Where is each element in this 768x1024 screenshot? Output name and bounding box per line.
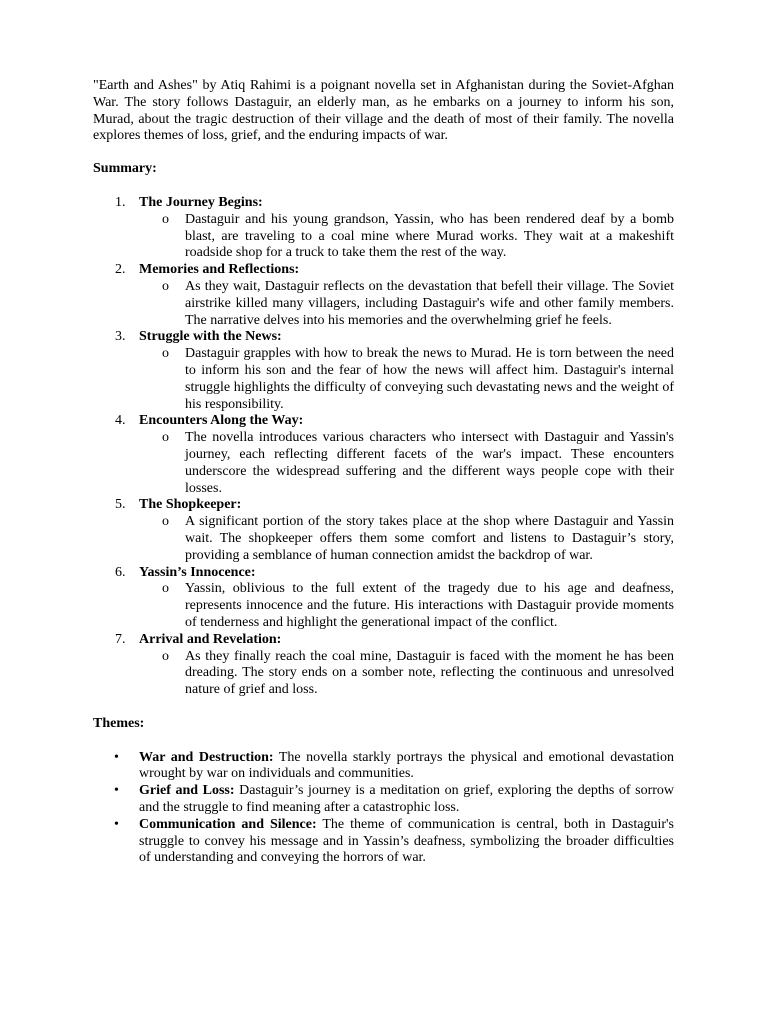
theme-item — [93, 750, 674, 784]
item-detail — [93, 279, 674, 329]
item-detail-text: As they wait, Dastaguir reflects on the devastation that befell their village. The Soviet airstrike killed many villagers, including Dastaguir's wife and other family members. The narrative delves into his memories and the overwhelming grief he feels. — [185, 278, 674, 328]
item-number: 4. — [115, 413, 126, 429]
item-detail — [93, 430, 674, 497]
item-detail — [93, 581, 674, 631]
bullet-dot-icon: • — [114, 816, 119, 832]
theme-text: Dastaguir’s journey is a meditation on grief, exploring the depths of sorrow and the struggle to find meaning after a catastrophic loss. — [139, 783, 675, 816]
item-title: The Shopkeeper: — [139, 497, 242, 513]
hollow-circle-bullet-icon: o — [162, 278, 169, 294]
theme-text: The theme of communication is central, both in Dastaguir's struggle to convey his message and in Yassin’s deafness, symbolizing the broader difficulties of understanding and conveying the horrors of war. — [139, 816, 675, 866]
summary-list — [93, 195, 674, 699]
theme-text: The novella starkly portrays the physical and emotional devastation wrought by war on individuals and communities. — [139, 749, 674, 782]
summary-item — [93, 497, 674, 564]
hollow-circle-bullet-icon: o — [162, 581, 169, 597]
theme-item — [93, 817, 674, 867]
item-detail-text: The novella introduces various characters who intersect with Dastaguir and Yassin's journey, each reflecting different facets of the war's impact. These encounters underscore the widespread suffering and the different ways people cope with their losses. — [185, 430, 674, 496]
item-detail — [93, 212, 674, 262]
theme-title: Communication and Silence: — [139, 816, 317, 832]
theme-item — [93, 783, 674, 817]
item-title: Arrival and Revelation: — [139, 631, 282, 647]
document-page — [93, 78, 674, 867]
hollow-circle-bullet-icon: o — [162, 648, 169, 664]
item-detail — [93, 346, 674, 413]
themes-list — [93, 750, 674, 868]
item-number: 2. — [115, 262, 126, 278]
intro-paragraph: "Earth and Ashes" by Atiq Rahimi is a poignant novella set in Afghanistan during the Soviet-Afghan War. The story follows Dastaguir, an elderly man, as he embarks on a journey to inform his son, Murad, about the tragic destruction of their village and the death of most of their family. The novella explores themes of loss, grief, and the enduring impacts of war. — [93, 78, 674, 144]
summary-item — [93, 413, 674, 497]
item-detail — [93, 514, 674, 564]
item-title: Memories and Reflections: — [139, 262, 300, 278]
item-number: 3. — [115, 329, 126, 345]
item-detail-text: As they finally reach the coal mine, Dastaguir is faced with the moment he has been dreading. The story ends on a somber note, reflecting the continuous and unresolved nature of grief and loss. — [185, 648, 674, 698]
summary-item — [93, 329, 674, 413]
theme-title: Grief and Loss: — [139, 783, 235, 799]
hollow-circle-bullet-icon: o — [162, 514, 169, 530]
item-number: 1. — [115, 194, 126, 210]
summary-item — [93, 632, 674, 699]
bullet-dot-icon: • — [114, 749, 119, 765]
hollow-circle-bullet-icon: o — [162, 346, 169, 362]
item-title: Struggle with the News: — [139, 329, 282, 345]
item-detail — [93, 649, 674, 699]
item-detail-text: Dastaguir grapples with how to break the news to Murad. He is torn between the need to inform his son and the fear of how the news will affect him. Dastaguir's internal struggle highlights the difficulty of conveying such devastating news and the weight of his responsibility. — [185, 346, 674, 412]
summary-item — [93, 262, 674, 329]
item-detail-text: Dastaguir and his young grandson, Yassin, who has been rendered deaf by a bomb blast, are traveling to a coal mine where Murad works. They wait at a makeshift roadside shop for a truck to take them the rest of the way. — [185, 211, 674, 261]
item-title: Yassin’s Innocence: — [139, 564, 256, 580]
summary-item — [93, 195, 674, 262]
item-detail-text: Yassin, oblivious to the full extent of the tragedy due to his age and deafness, represents innocence and the future. His interactions with Dastaguir provide moments of tenderness and highlight the generational impact of the conflict. — [185, 581, 674, 630]
summary-item — [93, 565, 674, 632]
bullet-dot-icon: • — [114, 783, 119, 799]
item-number: 7. — [115, 631, 126, 647]
item-number: 6. — [115, 564, 126, 580]
item-title: Encounters Along the Way: — [139, 413, 304, 429]
summary-heading: Summary: — [93, 161, 157, 177]
themes-heading: Themes: — [93, 715, 145, 731]
hollow-circle-bullet-icon: o — [162, 430, 169, 446]
item-number: 5. — [115, 497, 126, 513]
item-title: The Journey Begins: — [139, 194, 263, 210]
item-detail-text: A significant portion of the story takes place at the shop where Dastaguir and Yassin wait. The shopkeeper offers them some comfort and listens to Dastaguir’s story, providing a semblance of human connection amidst the backdrop of war. — [185, 514, 674, 563]
theme-title: War and Destruction: — [139, 749, 274, 765]
hollow-circle-bullet-icon: o — [162, 211, 169, 227]
